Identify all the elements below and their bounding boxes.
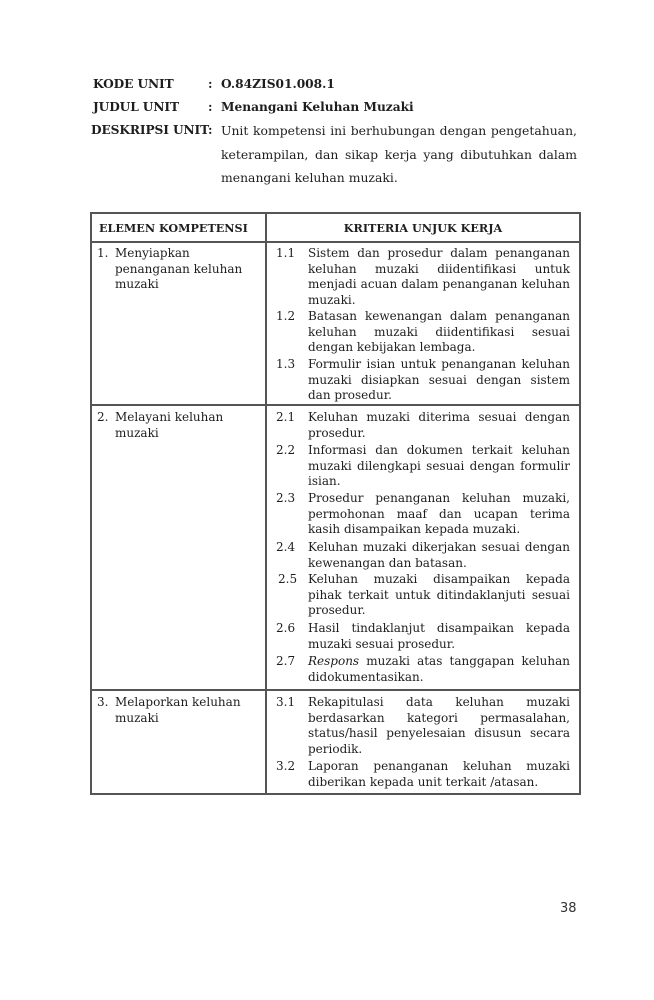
criteria-text: Laporan penanganan keluhan muzaki diberikan kepada unit terkait /atasan.: [308, 759, 570, 789]
judul-unit-colon: :: [208, 100, 213, 114]
criteria-number: 3.2: [276, 759, 296, 773]
element-text: Melaporkan keluhan muzaki: [115, 695, 241, 725]
element-number: 1.: [97, 246, 109, 260]
row-divider-1: [92, 404, 579, 406]
page-number: 38: [560, 901, 577, 916]
criteria-text: Keluhan muzaki dikerjakan sesuai dengan kewenangan dan batasan.: [308, 540, 570, 570]
criteria-text-rest: muzaki atas tanggapan keluhan didokumentasikan.: [308, 654, 570, 684]
deskripsi-unit-colon: :: [208, 123, 213, 137]
criteria-number: 2.6: [276, 621, 296, 635]
criteria-number: 2.4: [276, 540, 296, 554]
criteria-text-italic: Respons: [308, 654, 360, 668]
row-divider-2: [92, 689, 579, 691]
header-kriteria-unjuk-kerja: KRITERIA UNJUK KERJA: [343, 221, 503, 235]
element-text: Menyiapkan penanganan keluhan muzaki: [115, 246, 243, 291]
criteria-text: Hasil tindaklanjut disampaikan kepada muzaki sesuai prosedur.: [308, 621, 570, 651]
column-divider: [265, 214, 267, 793]
header-elemen-kompetensi: ELEMEN KOMPETENSI: [99, 221, 248, 235]
criteria-text: Batasan kewenangan dalam penanganan keluhan muzaki diidentifikasi sesuai dengan kebijakan lembaga.: [308, 309, 570, 354]
element-text: Melayani keluhan muzaki: [115, 410, 224, 440]
criteria-number: 2.1: [276, 410, 296, 424]
kode-unit-label: KODE UNIT: [93, 77, 174, 91]
criteria-number: 1.2: [276, 309, 296, 323]
deskripsi-unit-label: DESKRIPSI UNIT: [91, 123, 210, 137]
criteria-number: 2.5: [278, 572, 298, 586]
criteria-text: Prosedur penanganan keluhan muzaki, permohonan maaf dan ucapan terima kasih disampaikan kepada muzaki.: [308, 491, 570, 536]
criteria-number: 2.3: [276, 491, 296, 505]
criteria-text: Informasi dan dokumen terkait keluhan muzaki dilengkapi sesuai dengan formulir isian.: [308, 443, 570, 488]
criteria-number: 2.2: [276, 443, 296, 457]
criteria-text: Rekapitulasi data keluhan muzaki berdasarkan kategori permasalahan, status/hasil penyelesaian disusun secara periodik.: [308, 695, 570, 756]
judul-unit-label: JUDUL UNIT: [93, 100, 179, 114]
deskripsi-unit-value: Unit kompetensi ini berhubungan dengan pengetahuan, keterampilan, dan sikap kerja yang dibutuhkan dalam menangani keluhan muzaki.: [221, 123, 577, 185]
criteria-number: 1.3: [276, 357, 296, 371]
competency-table: [90, 212, 581, 795]
criteria-number: 3.1: [276, 695, 296, 709]
criteria-number: 1.1: [276, 246, 296, 260]
criteria-text: [308, 654, 570, 685]
judul-unit-value: Menangani Keluhan Muzaki: [221, 100, 414, 114]
criteria-text: Keluhan muzaki diterima sesuai dengan prosedur.: [308, 410, 570, 440]
kode-unit-colon: :: [208, 77, 213, 91]
criteria-text: Sistem dan prosedur dalam penanganan keluhan muzaki diidentifikasi untuk menjadi acuan dalam penanganan keluhan muzaki.: [308, 246, 570, 307]
element-number: 3.: [97, 695, 109, 709]
kode-unit-value: O.84ZIS01.008.1: [221, 77, 335, 91]
element-number: 2.: [97, 410, 109, 424]
criteria-text: Keluhan muzaki disampaikan kepada pihak terkait untuk ditindaklanjuti sesuai prosedur.: [308, 572, 570, 617]
criteria-text: Formulir isian untuk penanganan keluhan muzaki disiapkan sesuai dengan sistem dan prosedur.: [308, 357, 570, 402]
criteria-number: 2.7: [276, 654, 296, 668]
